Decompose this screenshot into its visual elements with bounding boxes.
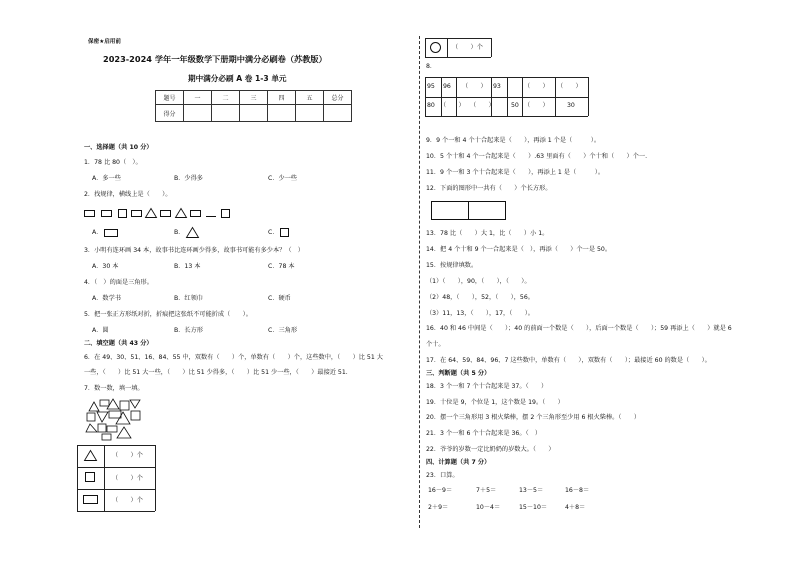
question-20: 20．摆一个三角形用 3 根火柴棒，摆 2 个三角形至少用 6 根火柴棒。（ ） <box>426 414 641 421</box>
rectangle-icon <box>468 201 506 220</box>
triangle-icon <box>145 208 157 218</box>
grid-cell: 80 <box>427 102 435 109</box>
square-icon <box>85 472 95 482</box>
section-calc-heading: 四、计算题（共 7 分） <box>426 459 491 466</box>
square-icon <box>120 401 129 410</box>
column-divider <box>419 36 421 528</box>
question-9: 9．9 个一和 4 个十合起来是（ ），再添 1 个是（ ）。 <box>426 137 601 144</box>
triangle-icon <box>97 412 108 422</box>
q4-option-c[interactable]: C．硬币 <box>268 295 291 302</box>
score-cell[interactable] <box>268 105 296 122</box>
question-13: 13．78 比（ ）大 1，比（ ）小 1。 <box>426 230 549 237</box>
score-header-cell: 二 <box>212 91 240 105</box>
count-blank-triangle[interactable]: （ ）个 <box>112 452 143 459</box>
rectangle-icon <box>83 495 98 504</box>
q1-option-a[interactable]: A．多一些 <box>92 175 121 182</box>
question-14: 14．把 4 个十和 9 个一合起来是（ ），再添（ ）个一是 50。 <box>426 246 612 253</box>
blank-line <box>206 216 216 217</box>
grid-cell: 95 <box>427 83 435 90</box>
count-blank-circle[interactable]: （ ）个 <box>452 44 483 51</box>
question-16-line2: 个十。 <box>426 341 445 348</box>
question-7: 7．数一数，填一填。 <box>84 385 144 392</box>
score-cell[interactable] <box>212 105 240 122</box>
square-icon <box>280 228 289 237</box>
grid-cell: 96 <box>443 83 451 90</box>
question-6-line1: 6．在 49、30、51、16、84、55 中，双数有（ ）个，单数有（ ）个，这些数中，（ ）比 51 大 <box>84 354 383 361</box>
q2-option-c[interactable]: C． <box>268 229 279 236</box>
grid-cell: 93 <box>493 83 501 90</box>
rectangle-icon <box>109 411 121 418</box>
mixed-shapes-figure <box>84 398 146 442</box>
rectangle-icon <box>431 201 469 220</box>
question-5: 5．把一张正方形纸对折，折痕把这张纸不可能折成（ ）。 <box>84 311 252 318</box>
square-icon <box>131 411 140 420</box>
rectangle-icon <box>160 210 171 217</box>
secret-label: 保密★启用前 <box>88 39 121 45</box>
square-icon <box>87 413 95 421</box>
triangle-icon <box>89 402 99 411</box>
q2-option-a[interactable]: A． <box>92 229 103 236</box>
count-blank-rectangle[interactable]: （ ）个 <box>112 497 143 504</box>
q4-option-a[interactable]: A．数学书 <box>92 295 121 302</box>
question-4: 4．（ ）的面是三角形。 <box>84 279 153 286</box>
q1-option-b[interactable]: B．少得多 <box>174 175 203 182</box>
score-header-cell: 总分 <box>324 91 352 105</box>
question-10: 10．5 个十和 4 个一合起来是（ ）.63 里面有（ ）个十和（ ）个一. <box>426 153 648 160</box>
rectangle-icon <box>131 210 142 217</box>
q1-option-c[interactable]: C．少一些 <box>268 175 298 182</box>
section-fill-heading: 二、填空题（共 43 分） <box>84 340 153 347</box>
question-18: 18．3 个一和 7 个十合起来是 37。（ ） <box>426 383 548 390</box>
question-22: 22．爷爷的岁数一定比奶奶的岁数大。（ ） <box>426 446 555 453</box>
q5-option-a[interactable]: A．圆 <box>92 327 109 334</box>
square-icon <box>118 209 127 218</box>
triangle-icon <box>84 450 97 461</box>
q4-option-b[interactable]: B．红领巾 <box>174 295 203 302</box>
question-1: 1．78 比 80（ ）。 <box>84 159 142 166</box>
grid-blank[interactable]: （ ） <box>440 102 465 109</box>
rectangle-icon <box>101 210 112 217</box>
score-cell[interactable] <box>324 105 352 122</box>
grid-cell: 30 <box>567 102 575 109</box>
calc-item[interactable]: 7＋5＝ <box>476 487 497 494</box>
question-11: 11．9 个一和 3 个十合起来是（ ），再添上 1 是（ ）。 <box>426 169 605 176</box>
triangle-icon <box>86 424 97 432</box>
calc-item[interactable]: 16－9＝ <box>428 487 453 494</box>
triangle-icon <box>175 208 187 218</box>
question-8: 8． <box>426 63 437 70</box>
calc-item[interactable]: 4＋8＝ <box>565 504 586 511</box>
page-subtitle: 期中满分必刷 A 卷 1-3 单元 <box>188 74 287 83</box>
square-icon <box>98 424 106 432</box>
question-15-part3: （3）11，13，（ ），17，（ ）。 <box>426 310 534 317</box>
triangle-icon <box>117 427 131 438</box>
calc-item[interactable]: 2＋9＝ <box>428 504 449 511</box>
question-15-part1: （1）（ ），90，（ ），（ ）。 <box>426 278 531 285</box>
count-blank-square[interactable]: （ ）个 <box>112 475 143 482</box>
grid-blank[interactable]: （ ） <box>470 102 495 109</box>
score-cell[interactable] <box>184 105 212 122</box>
question-23: 23．口算。 <box>426 472 459 479</box>
question-17: 17．在 64、59、84、96、7 这些数中，单数有（ ），双数有（ ）；最接近 60 的数是（ ）。 <box>426 357 711 364</box>
question-19: 19．十位是 9，个位是 1，这个数是 19。（ ） <box>426 399 564 406</box>
question-2: 2．找规律，横线上是（ ）。 <box>84 191 172 198</box>
grid-cell: 50 <box>511 102 519 109</box>
calc-item[interactable]: 15－10＝ <box>519 504 548 511</box>
score-table <box>155 90 352 122</box>
triangle-icon <box>130 400 140 408</box>
grid-blank[interactable]: （ ） <box>524 83 549 90</box>
score-row-label: 得分 <box>156 105 184 122</box>
section-judge-heading: 三、判断题（共 5 分） <box>426 370 491 377</box>
q5-option-c[interactable]: C．三角形 <box>268 327 298 334</box>
q3-option-a[interactable]: A．30 本 <box>92 263 119 270</box>
q3-option-c[interactable]: C．78 本 <box>268 263 295 270</box>
q2-option-b[interactable]: B． <box>174 229 185 236</box>
rectangle-icon <box>102 434 111 440</box>
triangle-icon <box>186 227 199 238</box>
score-cell[interactable] <box>296 105 324 122</box>
square-icon <box>221 209 230 218</box>
page-title: 2023-2024 学年一年级数学下册期中满分必刷卷（苏教版） <box>103 54 327 64</box>
question-21: 21．3 个一和 6 个十合起来是 36。（ ） <box>426 430 542 437</box>
calc-item[interactable]: 13－5＝ <box>519 487 544 494</box>
score-header-cell: 三 <box>240 91 268 105</box>
calc-item[interactable]: 10－4＝ <box>476 504 501 511</box>
score-header-cell: 题号 <box>156 91 184 105</box>
question-15: 15．按规律填数。 <box>426 262 478 269</box>
grid-blank[interactable]: （ ） <box>557 83 582 90</box>
question-3: 3．小明有连环画 34 本，故事书比连环画少得多，故事书可能有多少本？（ ） <box>84 247 304 254</box>
question-15-part2: （2）48，（ ），52，（ ），56。 <box>426 294 534 301</box>
rectangle-icon <box>100 400 109 406</box>
rectangle-icon <box>107 426 117 432</box>
grid-blank[interactable]: （ ） <box>524 102 549 109</box>
circle-icon <box>430 42 441 53</box>
rectangle-icon <box>84 210 95 217</box>
rectangle-icon <box>190 210 201 217</box>
rectangle-icon <box>104 229 118 237</box>
score-header-cell: 一 <box>184 91 212 105</box>
q5-option-b[interactable]: B．长方形 <box>174 327 203 334</box>
question-16-line1: 16．40 和 46 中间是（ ）；40 的前面一个数是（ ），后面一个数是（ ）；59 再添上（ ）就是 6 <box>426 325 732 332</box>
grid-blank[interactable]: （ ） <box>462 83 487 90</box>
q3-option-b[interactable]: B．13 本 <box>174 263 201 270</box>
score-header-cell: 五 <box>296 91 324 105</box>
score-cell[interactable] <box>240 105 268 122</box>
question-6-line2: 一些，（ ）比 51 大一些，（ ）比 51 少得多，（ ）比 51 少一些，（ ）最接近 51. <box>84 369 348 376</box>
score-header-cell: 四 <box>268 91 296 105</box>
calc-item[interactable]: 16－8＝ <box>565 487 590 494</box>
question-12: 12．下面的图形中一共有（ ）个长方形。 <box>426 185 552 192</box>
section-choice-heading: 一、选择题（共 10 分） <box>84 144 153 151</box>
